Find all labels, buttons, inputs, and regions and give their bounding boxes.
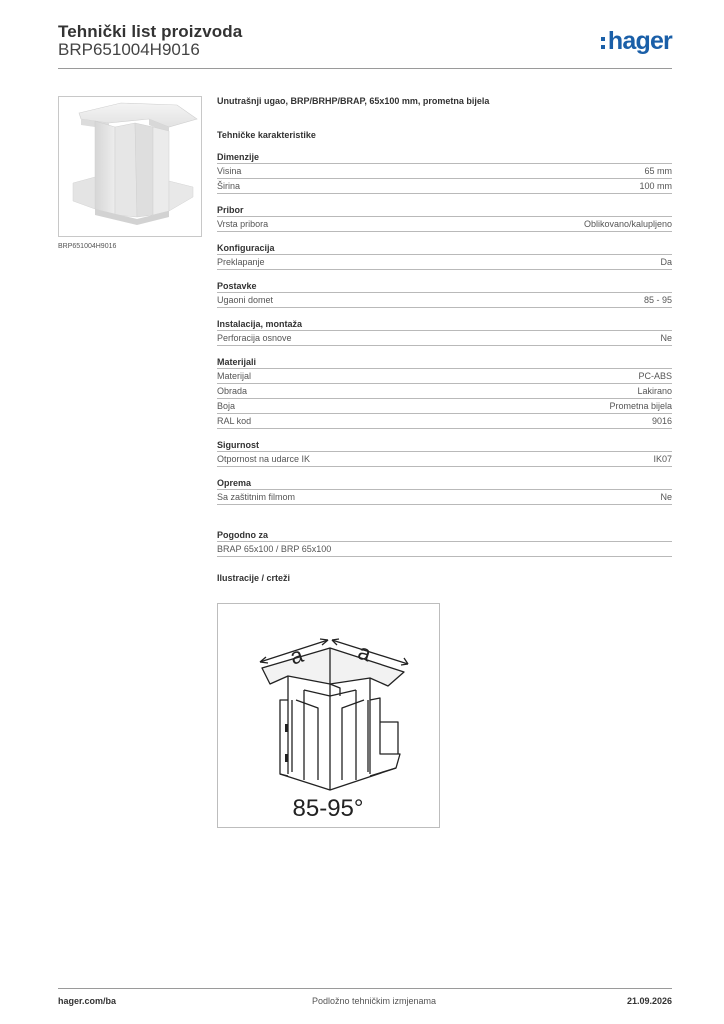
spec-label: RAL kod xyxy=(217,416,252,426)
dimension-a-left: a xyxy=(286,641,307,670)
spec-group-safety xyxy=(217,439,672,467)
spec-group-dimensions xyxy=(217,151,672,194)
spec-group-materials xyxy=(217,356,672,429)
logo-colon-icon xyxy=(601,32,606,50)
spec-row xyxy=(217,490,672,505)
spec-group-installation xyxy=(217,318,672,346)
spec-label: Visina xyxy=(217,166,242,176)
spec-group-title: Konfiguracija xyxy=(217,242,672,255)
spec-row xyxy=(217,414,672,429)
suitable-for-row xyxy=(217,542,672,557)
spec-label: Vrsta pribora xyxy=(217,219,269,229)
spec-row xyxy=(217,452,672,467)
spec-label: Boja xyxy=(217,401,236,411)
spec-group-title: Sigurnost xyxy=(217,439,672,452)
spec-value: Da xyxy=(660,257,672,267)
spec-group-title: Postavke xyxy=(217,280,672,293)
spec-value: IK07 xyxy=(653,454,672,464)
product-code: BRP651004H9016 xyxy=(58,40,200,59)
suitable-for-title: Pogodno za xyxy=(217,529,672,542)
spec-group-configuration xyxy=(217,242,672,270)
spec-label: Materijal xyxy=(217,371,252,381)
spec-value: Ne xyxy=(660,333,672,343)
spec-label: Obrada xyxy=(217,386,248,396)
illustrations-title: Ilustracije / crteži xyxy=(217,573,291,583)
spec-value: Oblikovano/kalupljeno xyxy=(583,219,672,229)
document-title: Tehnički list proizvoda xyxy=(58,22,243,41)
header-divider xyxy=(58,68,672,69)
spec-label: Preklapanje xyxy=(217,257,265,267)
technical-drawing xyxy=(217,603,440,828)
spec-value: 65 mm xyxy=(644,166,672,176)
spec-label: Širina xyxy=(217,181,241,191)
footer-website: hager.com/ba xyxy=(58,996,117,1006)
suitable-for xyxy=(217,529,672,557)
spec-value: 85 - 95 xyxy=(643,295,672,305)
spec-group-equipment xyxy=(217,477,672,505)
page-header xyxy=(58,20,672,68)
hager-logo xyxy=(601,26,672,56)
footer-disclaimer: Podložno tehničkim izmjenama xyxy=(312,996,437,1006)
spec-value: Lakirano xyxy=(637,386,672,396)
spec-row xyxy=(217,293,672,308)
spec-value: 100 mm xyxy=(639,181,672,191)
spec-label: Otpornost na udarce IK xyxy=(217,454,311,464)
spec-group-title: Oprema xyxy=(217,477,672,490)
spec-value: Ne xyxy=(660,492,672,502)
product-image-caption: BRP651004H9016 xyxy=(58,243,117,250)
product-image xyxy=(58,96,202,237)
specifications xyxy=(217,95,672,583)
spec-value: 9016 xyxy=(651,416,672,426)
spec-row xyxy=(217,179,672,194)
spec-group-title: Pribor xyxy=(217,204,672,217)
logo-text: hager xyxy=(607,27,672,55)
spec-row xyxy=(217,369,672,384)
footer-divider xyxy=(58,988,672,989)
spec-group-title: Dimenzije xyxy=(217,151,672,164)
spec-row xyxy=(217,331,672,346)
spec-row xyxy=(217,399,672,414)
spec-label: Ugaoni domet xyxy=(217,295,274,305)
spec-value: PC-ABS xyxy=(638,371,672,381)
product-description: Unutrašnji ugao, BRP/BRHP/BRAP, 65x100 mm, prometna bijela xyxy=(217,96,490,106)
spec-row xyxy=(217,384,672,399)
spec-label: Sa zaštitnim filmom xyxy=(217,492,296,502)
spec-row xyxy=(217,217,672,232)
spec-group-title: Materijali xyxy=(217,356,672,369)
suitable-for-value: BRAP 65x100 / BRP 65x100 xyxy=(217,544,332,554)
spec-row xyxy=(217,255,672,270)
specs-heading: Tehničke karakteristike xyxy=(217,130,316,140)
dimension-a-right: a xyxy=(354,638,375,667)
spec-value: Prometna bijela xyxy=(609,401,672,411)
spec-group-title: Instalacija, montaža xyxy=(217,318,672,331)
spec-group-settings xyxy=(217,280,672,308)
spec-group-accessories xyxy=(217,204,672,232)
spec-label: Perforacija osnove xyxy=(217,333,292,343)
spec-row xyxy=(217,164,672,179)
angle-range-label: 85-95° xyxy=(292,795,364,822)
footer-date: 21.09.2026 xyxy=(626,996,672,1006)
